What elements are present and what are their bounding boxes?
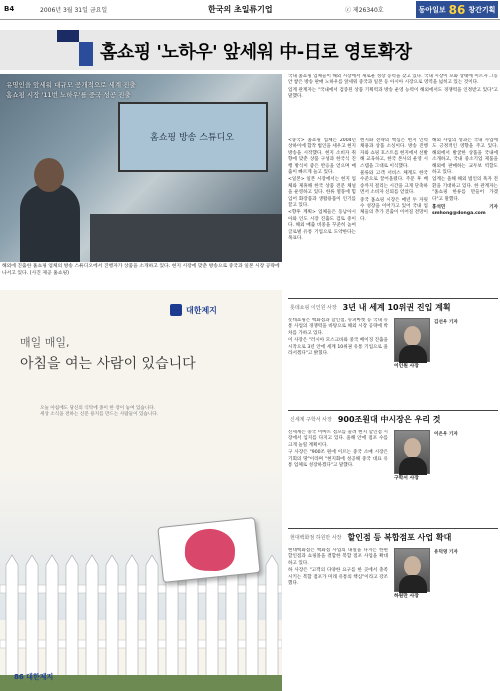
advertisement bbox=[0, 290, 282, 691]
story-tag: 신세계 구학서 사장 bbox=[290, 416, 332, 423]
portrait-name: 하원만 사장 bbox=[394, 594, 419, 599]
byline: 이은우 기자 bbox=[434, 432, 458, 437]
ad-footer-logo: 86 대한제지 bbox=[14, 673, 54, 681]
story-body-right bbox=[434, 430, 498, 522]
story-tag: 현대백화점 하원만 사장 bbox=[290, 534, 342, 541]
story-tag: 롯데쇼핑 이인원 사장 bbox=[290, 304, 337, 311]
byline: 김선우 기자 bbox=[434, 320, 458, 325]
page-number: B4 bbox=[4, 5, 15, 13]
decor-block bbox=[79, 42, 93, 66]
portrait-photo bbox=[394, 318, 430, 362]
story-paragraph: 신세계는 중국 이마트 점포를 늘려 현지 할인점 시장에서 입지를 다지고 있다. 올해 안에 점포 수를 크게 늘릴 계획이다. bbox=[288, 430, 388, 448]
section-title: 한국의 초일류기업 bbox=[208, 5, 273, 14]
ad-slogan-line-2: 아침을 여는 사람이 있습니다 bbox=[20, 356, 196, 372]
lead-paragraph: 국내 홈쇼핑 업체들이 해외 시장에서 새로운 성장 동력을 찾고 있다. 국내 시장이 포화 상태에 이르자 그동안 쌓은 방송 판매 노하우를 앞세워 중국과 일본 등 아시아 시장으로 영역을 넓히고 있는 것이다. bbox=[288, 74, 498, 86]
presenter-head bbox=[34, 158, 64, 192]
article-paragraph: <향후 계획> 업체들은 동남아시아와 인도 시장 진출도 검토 중이다. 해외 매출 비중을 꾸준히 높여 글로벌 유통 기업으로 도약한다는 목표다. bbox=[288, 210, 356, 242]
story-body bbox=[288, 318, 388, 406]
photo-caption: 해외에 진출한 홈쇼핑 업체의 방송 스튜디오에서 진행자가 상품을 소개하고 있다. 현지 시장에 맞춘 방송으로 중국과 일본 시장 공략에 나서고 있다. (사진 제공 홈쇼핑) bbox=[2, 264, 280, 276]
rolled-newspaper bbox=[157, 517, 260, 583]
portrait-photo bbox=[394, 548, 430, 592]
article-paragraph: <일본> 일본 시장에서는 현지 업체와 제휴해 한국 상품 전문 채널을 운영하고 있다. 한류 열풍에 힘입어 화장품과 생활용품이 인기를 끌고 있다. bbox=[288, 177, 356, 209]
section-divider bbox=[288, 528, 498, 529]
story-paragraph: 구 사장은 "900조 원에 이르는 중국 소매 시장은 기회의 땅"이라며 "현지화에 성공해 중국 대표 유통 업체로 성장하겠다"고 말했다. bbox=[288, 450, 388, 469]
screen-text: 홈쇼핑 방송 스튜디오 bbox=[150, 133, 234, 143]
story-title: 900조원대 中시장은 우리 것 bbox=[337, 414, 441, 424]
logo-sub: 창간기획 bbox=[468, 5, 496, 14]
lead-column bbox=[288, 74, 498, 104]
lead-paragraph: 업계 관계자는 "국내에서 검증된 상품 기획력과 방송 운영 능력이 해외에서도 경쟁력을 인정받고 있다"고 말했다. bbox=[288, 87, 498, 100]
article-column-2 bbox=[288, 138, 356, 288]
story-paragraph: 현대백화점은 백화점 사업의 내실을 다지는 한편 할인점과 쇼핑몰을 결합한 복합 점포 사업을 확대하고 있다. bbox=[288, 548, 388, 566]
logo-number: 86 bbox=[448, 2, 466, 17]
issue-number: ⓒ 제26340호 bbox=[345, 7, 384, 14]
decor-block bbox=[57, 30, 79, 42]
article-column-3 bbox=[360, 138, 428, 288]
story-header bbox=[290, 530, 451, 544]
presenter-figure bbox=[20, 184, 80, 262]
headline: 홈쇼핑 '노하우' 앞세워 中-日로 영토확장 bbox=[100, 42, 412, 63]
story-title: 할인점 등 복합점포 사업 확대 bbox=[347, 532, 452, 542]
article-column-4 bbox=[432, 138, 498, 288]
portrait-name: 이인원 사장 bbox=[394, 364, 419, 369]
byline: 홍석민 기자 smhong@donga.com bbox=[432, 205, 498, 217]
section-divider bbox=[288, 410, 498, 411]
portrait-body bbox=[399, 345, 427, 363]
masthead bbox=[0, 0, 500, 20]
story-header bbox=[290, 412, 440, 426]
article-paragraph: 물류와 고객 서비스 체계도 한국 수준으로 끌어올렸다. 주문 후 배송까지 걸리는 시간을 크게 단축하면서 소비자 신뢰를 얻었다. bbox=[360, 171, 428, 196]
story-body bbox=[288, 548, 388, 686]
studio-desk bbox=[90, 214, 282, 262]
story-paragraph: 롯데쇼핑은 백화점과 할인점, 슈퍼마켓 등 국내 유통 사업의 경쟁력을 바탕으로 해외 시장 공략에 박차를 가하고 있다. bbox=[288, 318, 388, 336]
article-paragraph: 해외 사업의 성과는 국내 사업에도 긍정적인 영향을 주고 있다. 해외에서 발굴한 상품을 국내에 소개하고, 국내 중소기업 제품을 해외에 판매하는 교두보 역할도 하고 있다. bbox=[432, 138, 498, 176]
news-photo bbox=[0, 74, 282, 262]
portrait-name: 구학서 사장 bbox=[394, 476, 419, 481]
story-header bbox=[290, 300, 451, 314]
section-divider bbox=[288, 298, 498, 299]
heart-icon bbox=[184, 528, 235, 572]
story-body-right bbox=[434, 318, 498, 406]
photo-overlay-line: 홈쇼핑 시장 '11번 노하우'를 중국 성공 진출 bbox=[6, 91, 131, 99]
ad-body-text: 오늘 아침에도 당신의 식탁에 종이 한 장이 놓여 있습니다. 세상 소식을 전하는 신문 용지를 만드는 사람들이 있습니다. bbox=[40, 406, 159, 418]
portrait-body bbox=[399, 457, 427, 475]
article-paragraph: <중국> 홈쇼핑 업체는 2004년 상하이에 합작 법인을 세우고 현지 방송을 시작했다. 현지 소비자 취향에 맞춘 상품 구성과 한국식 진행 방식이 좋은 반응을 얻으며 매출이 빠르게 늘고 있다. bbox=[288, 138, 356, 176]
portrait-photo bbox=[394, 430, 430, 474]
story-paragraph: 이 사장은 "러시아 모스크바와 중국 베이징 진출을 시작으로 3년 안에 세계 10위권 유통 기업으로 올라서겠다"고 밝혔다. bbox=[288, 338, 388, 357]
issue-date: 2006년 3월 31일 금요일 bbox=[40, 7, 108, 14]
portrait-body bbox=[399, 575, 427, 593]
story-body bbox=[288, 430, 388, 522]
article-paragraph: 중국 홈쇼핑 시장은 매년 두 자릿수 성장을 이어가고 있어 국내 업체들의 추가 진출이 이어질 전망이다. bbox=[360, 197, 428, 222]
newspaper-logo bbox=[416, 1, 498, 18]
article-paragraph: 현지화 전략의 핵심은 현지 인력 채용과 상품 소싱이다. 방송 진행자와 쇼핑 호스트를 현지에서 선발해 교육하고, 한국 본사의 운영 시스템을 그대로 이식했다. bbox=[360, 138, 428, 169]
story-paragraph: 하 사장은 "고객의 다양한 요구를 한 곳에서 충족시키는 복합 점포가 미래 유통의 핵심"이라고 강조했다. bbox=[288, 568, 388, 587]
ad-brand bbox=[170, 304, 217, 316]
studio-screen bbox=[118, 102, 268, 172]
portrait-face bbox=[404, 438, 421, 458]
brand-logo-icon bbox=[170, 304, 182, 316]
byline: 유덕영 기자 bbox=[434, 550, 458, 555]
brand-name: 대한제지 bbox=[186, 305, 217, 315]
portrait-face bbox=[404, 556, 421, 576]
headline-band bbox=[0, 30, 500, 70]
article-paragraph: 업계는 올해 해외 법인의 흑자 전환을 기대하고 있다. 한 관계자는 "홈쇼핑 한류를 만들어 가겠다"고 말했다. bbox=[432, 177, 498, 202]
photo-overlay-line: 유명인을 앞세워 대규모 공개적으로 세계 진출 bbox=[6, 81, 136, 89]
story-title: 3년 내 세계 10위권 진입 계획 bbox=[342, 302, 451, 312]
ad-slogan-line-1: 매일 매일, bbox=[20, 336, 70, 349]
portrait-face bbox=[404, 326, 421, 346]
story-body-right bbox=[434, 548, 498, 686]
logo-text: 동아일보 bbox=[418, 5, 446, 14]
